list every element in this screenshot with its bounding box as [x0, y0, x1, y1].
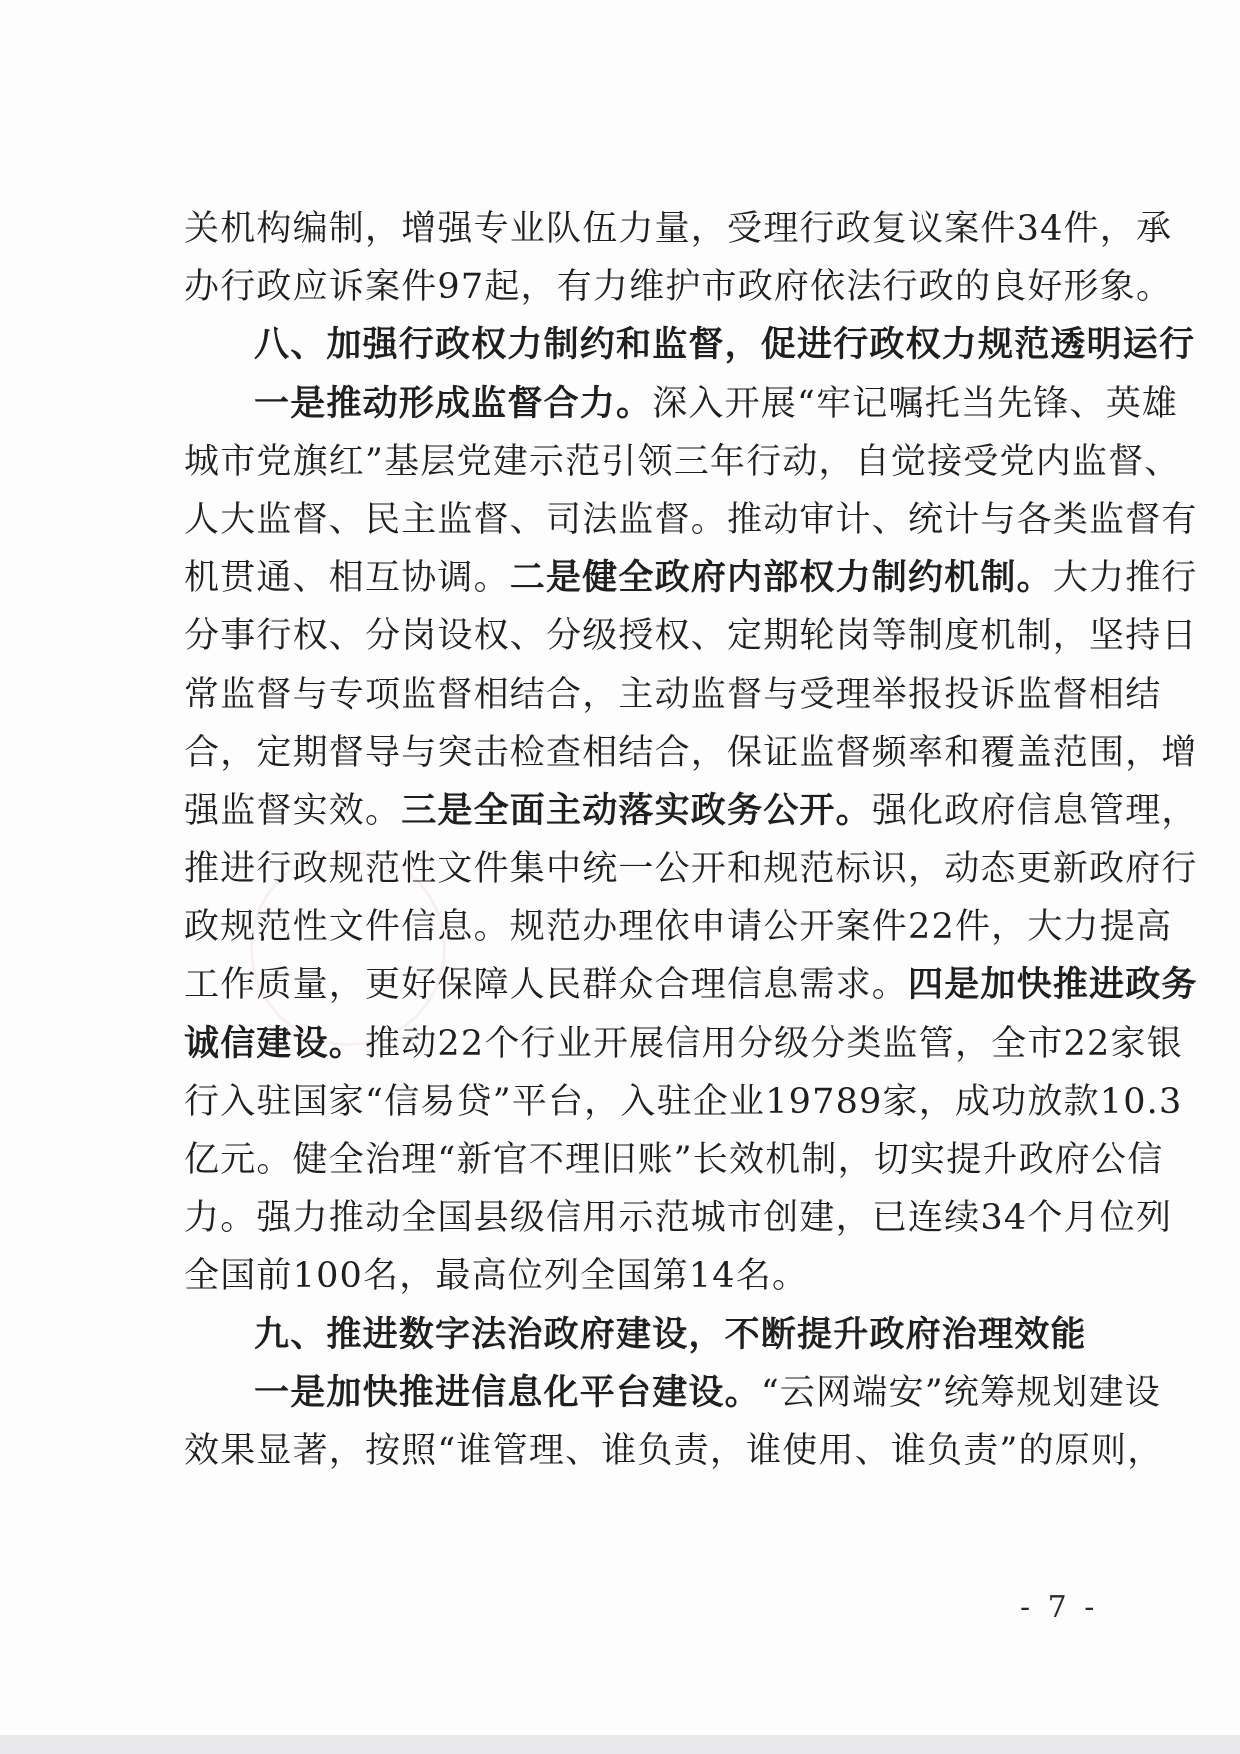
- text-line: [184, 666, 1162, 724]
- text-line: [184, 375, 1179, 433]
- scan-edge: [0, 1735, 1240, 1754]
- text-line: [184, 1073, 1183, 1131]
- text-segment: 推动22个行业开展信用分级分类监管，全市22家银: [365, 1023, 1183, 1064]
- text-line: [184, 607, 1198, 665]
- text-segment: 强化政府信息管理，: [871, 790, 1198, 831]
- section-heading: [184, 1306, 1094, 1364]
- text-segment: 全国前100名，最高位列全国第14名。: [184, 1256, 809, 1297]
- document-body: [184, 200, 1198, 1480]
- text-segment: 关机构编制，增强专业队伍力量，受理行政复议案件34件，承: [184, 209, 1173, 249]
- text-line: [184, 1422, 1164, 1480]
- section-heading: [184, 316, 1196, 374]
- text-line: [184, 1364, 1161, 1422]
- bold-phrase: 诚信建设。: [184, 1022, 366, 1064]
- bold-phrase: 三是全面主动落实政务公开。: [401, 789, 872, 831]
- text-segment: 行入驻国家“信易贷”平台，入驻企业19789家，成功放款10.3: [184, 1081, 1183, 1122]
- text-segment: 人大监督、民主监督、司法监督。推动审计、统计与各类监督有: [184, 499, 1198, 540]
- text-segment: 常监督与专项监督相结合，主动监督与受理举报投诉监督相结: [184, 674, 1162, 715]
- text-segment: 力。强力推动全国县级信用示范城市创建，已连续34个月位列: [184, 1198, 1173, 1239]
- text-segment: 推进行政规范性文件集中统一公开和规范标识，动态更新政府行: [184, 849, 1198, 890]
- text-line: [184, 433, 1181, 491]
- text-segment: “云网端安”统筹规划建设: [760, 1372, 1161, 1413]
- text-segment: 合，定期督导与突击检查相结合，保证监督频率和覆盖范围，增: [184, 732, 1198, 773]
- text-line: [184, 200, 1173, 258]
- text-line: [184, 1247, 1094, 1305]
- bold-phrase: 八、加强行政权力制约和监督，促进行政权力规范透明运行: [254, 324, 1196, 366]
- text-line: [184, 1131, 1164, 1189]
- text-line: [184, 724, 1198, 782]
- text-line: [184, 956, 1198, 1014]
- text-segment: 深入开展“牢记嘱托当先锋、英雄: [652, 383, 1179, 424]
- text-segment: 亿元。健全治理“新官不理旧账”长效机制，切实提升政府公信: [184, 1140, 1164, 1180]
- text-segment: 工作质量，更好保障人民群众合理信息需求。: [184, 965, 909, 1006]
- text-segment: 办行政应诉案件97起，有力维护市政府依法行政的良好形象。: [184, 267, 1173, 308]
- text-line: [184, 898, 1173, 956]
- text-segment: 政规范性文件信息。规范办理依申请公开案件22件，大力提高: [184, 907, 1173, 948]
- text-line: [184, 782, 1198, 840]
- bold-phrase: 一是推动形成监督合力。: [254, 382, 653, 424]
- text-segment: 城市党旗红”基层党建示范引领三年行动，自觉接受党内监督、: [184, 441, 1181, 482]
- bold-phrase: 四是加快推进政务: [908, 964, 1198, 1006]
- text-segment: 机贯通、相互协调。: [184, 558, 510, 599]
- bold-phrase: 九、推进数字法治政府建设，不断提升政府治理效能: [254, 1313, 1087, 1355]
- text-line: [184, 840, 1198, 898]
- bold-phrase: 二是健全政府内部权力制约机制。: [509, 557, 1053, 599]
- text-line: [184, 549, 1198, 607]
- text-segment: 大力推行: [1052, 558, 1198, 599]
- text-segment: 强监督实效。: [184, 790, 402, 831]
- text-line: [184, 258, 1173, 316]
- text-line: [184, 491, 1198, 549]
- text-line: [184, 1189, 1173, 1247]
- text-line: [184, 1015, 1183, 1073]
- text-segment: 效果显著，按照“谁管理、谁负责，谁使用、谁负责”的原则，: [184, 1430, 1164, 1471]
- page-number: - 7 -: [1020, 1590, 1099, 1625]
- bold-phrase: 一是加快推进信息化平台建设。: [254, 1371, 761, 1413]
- text-segment: 分事行权、分岗设权、分级授权、定期轮岗等制度机制，坚持日: [184, 616, 1198, 657]
